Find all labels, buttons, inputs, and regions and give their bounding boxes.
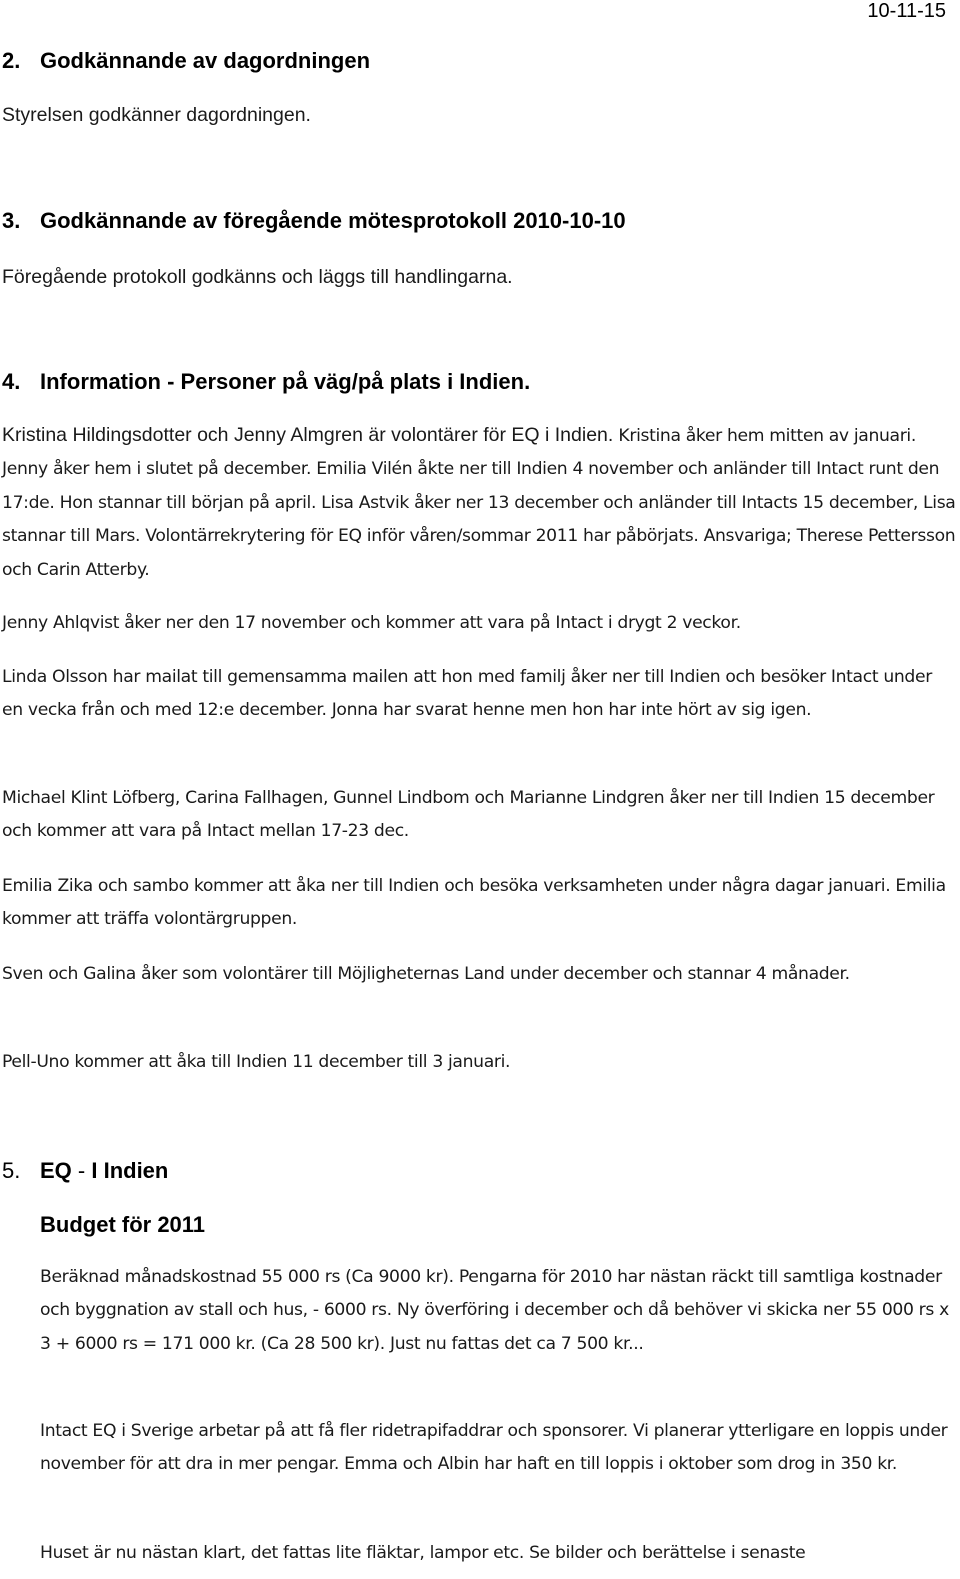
- section-3-body: Föregående protokoll godkänns och läggs till handlingarna.: [2, 266, 513, 288]
- section-5-paragraph-1: Beräknad månadskostnad 55 000 rs (Ca 9000 kr). Pengarna för 2010 har nästan räckt till samtliga kostnader och byggnation av stall och hus, - 6000 rs. Ny överföring i december och då behöver vi skicka ner 55 000 rs x 3 + 6000 rs = 171 000 kr. (Ca 28 500 kr). Just nu fattas det ca 7 500 kr...: [40, 1267, 949, 1354]
- section-2-title: Godkännande av dagordningen: [40, 48, 371, 73]
- section-4-paragraph-3: Linda Olsson har mailat till gemensamma mailen att hon med familj åker ner till Indien och besöker Intact under en vecka från och med 12:e december. Jonna har svarat henne men hon har inte hört av sig igen.: [2, 667, 932, 721]
- section-4-paragraph-7: Pell-Uno kommer att åka till Indien 11 december till 3 januari.: [2, 1052, 511, 1072]
- document-date: 10-11-15: [867, 0, 946, 22]
- section-4-number: 4.: [2, 369, 21, 394]
- section-3-number: 3.: [2, 208, 21, 233]
- section-2-heading: [2, 48, 370, 74]
- section-4-heading: [2, 369, 530, 395]
- section-4-paragraph-1: [2, 419, 957, 587]
- section-3-title: Godkännande av föregående mötesprotokoll 2010-10-10: [40, 208, 626, 233]
- section-5-paragraph-2: Intact EQ i Sverige arbetar på att få fler ridetrapifaddrar och sponsorer. Vi planerar ytterligare en loppis under november för att dra in mer pengar. Emma och Albin har haft en till loppis i oktober som drog in 350 kr.: [40, 1421, 948, 1475]
- section-4-paragraph-6: Sven och Galina åker som volontärer till Möjligheternas Land under december och stannar 4 månader.: [2, 964, 850, 984]
- section-4-paragraph-2: Jenny Ahlqvist åker ner den 17 november och kommer att vara på Intact i drygt 2 veckor.: [2, 613, 741, 633]
- section-3-heading: [2, 208, 626, 234]
- section-4-title: Information - Personer på väg/på plats i Indien.: [40, 369, 531, 394]
- section-4-paragraph-4: Michael Klint Löfberg, Carina Fallhagen, Gunnel Lindbom och Marianne Lindgren åker ner till Indien 15 december och kommer att vara på Intact mellan 17-23 dec.: [2, 788, 935, 842]
- section-5-number: 5.: [2, 1158, 21, 1183]
- section-5-title-part1: EQ: [40, 1158, 72, 1183]
- budget-subheading: Budget för 2011: [40, 1212, 206, 1237]
- section-4-paragraph-1-text: Kristina åker hem mitten av januari. Jenny åker hem i slutet på december. Emilia Vilén åkte ner till Indien 4 november och anländer till Intact runt den 17:de. Hon stannar till början på april. Lisa Astvik åker ner 13 december och anländer till Intacts 15 december, Lisa stannar till Mars. Volontärrekrytering för EQ inför våren/sommar 2011 har påbörjats. Ansvariga; Therese Pettersson och Carin Atterby.: [2, 426, 956, 580]
- section-5-title-part2: I Indien: [91, 1158, 169, 1183]
- section-5-title-separator: -: [71, 1158, 92, 1183]
- section-4-paragraph-5: Emilia Zika och sambo kommer att åka ner till Indien och besöka verksamheten under några dagar januari. Emilia kommer att träffa volontärgruppen.: [2, 876, 946, 930]
- section-4-intro: Kristina Hildingsdotter och Jenny Almgren är volontärer för EQ i Indien.: [2, 424, 614, 446]
- section-5-paragraph-3: Huset är nu nästan klart, det fattas lite fläktar, lampor etc. Se bilder och berättelse i senaste: [40, 1543, 806, 1563]
- section-5-heading: [2, 1158, 168, 1184]
- section-2-body: Styrelsen godkänner dagordningen.: [2, 104, 311, 126]
- section-2-number: 2.: [2, 48, 21, 73]
